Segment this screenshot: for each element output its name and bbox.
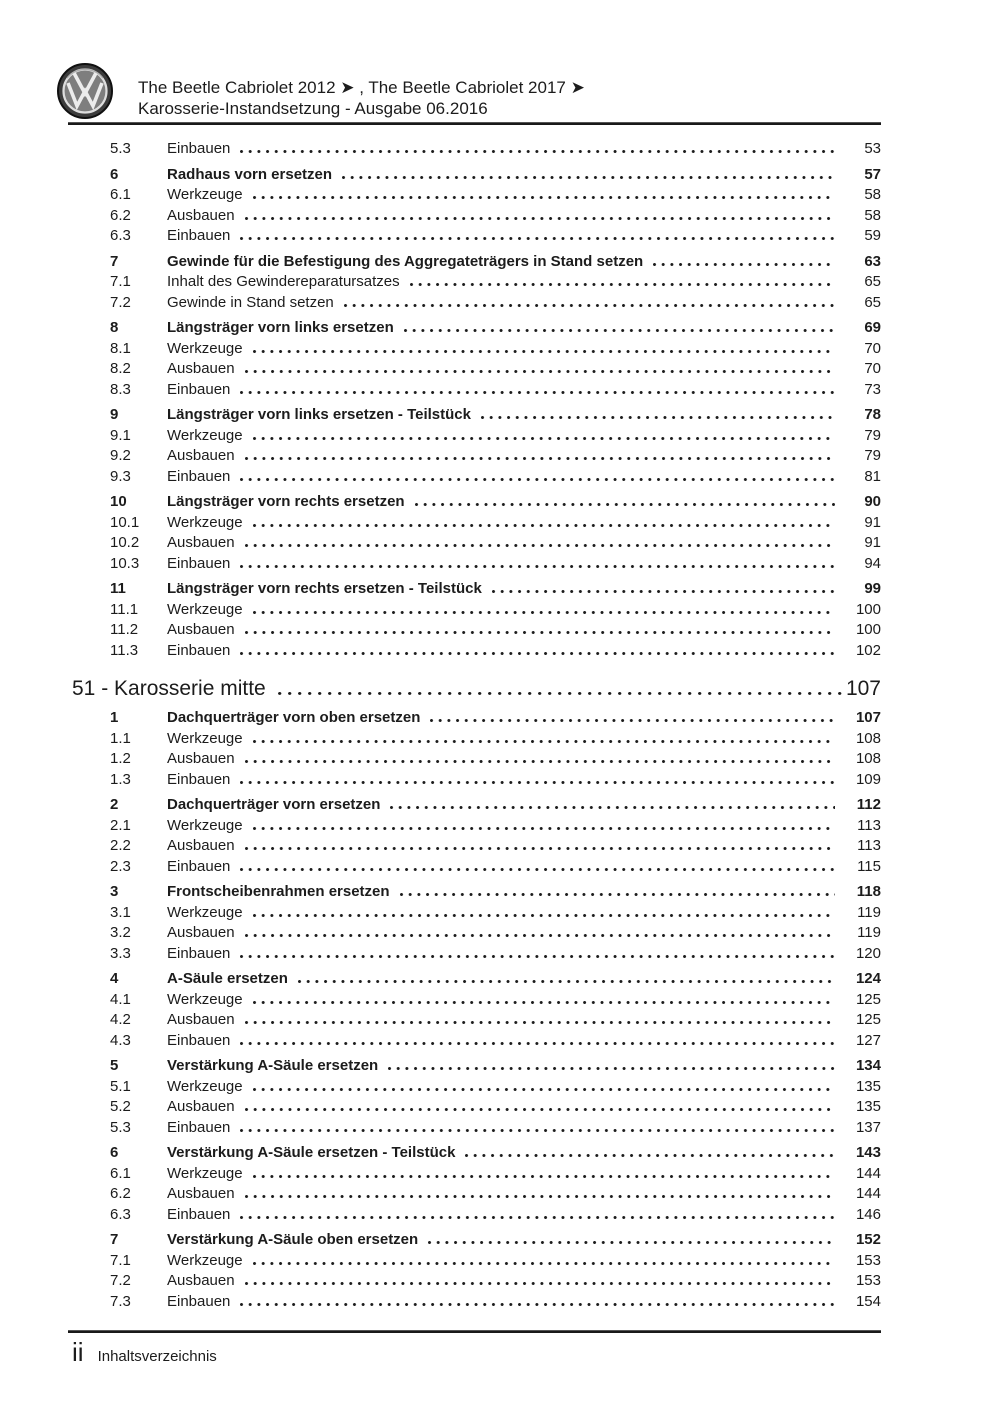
- toc-entry-page: 118: [856, 883, 881, 900]
- toc-entry-number: 5.3: [110, 140, 131, 157]
- toc-entry-page: 135: [855, 1077, 881, 1095]
- toc-entry-page: 125: [855, 990, 881, 1008]
- toc-entry-page: 152: [855, 1231, 881, 1248]
- toc-entry: [72, 858, 881, 879]
- toc-entry-page: 143: [855, 1144, 881, 1161]
- toc-entry-number: 7.1: [110, 273, 131, 290]
- toc-entry-number: 7: [110, 252, 119, 270]
- toc-entry-number: 10.2: [110, 534, 140, 551]
- toc-entry-number: 8.1: [110, 339, 131, 357]
- toc-entry: [72, 1293, 881, 1314]
- toc-entry: [72, 1252, 881, 1273]
- toc-entry-page: 107: [855, 709, 881, 726]
- toc-entry-page: 78: [864, 406, 881, 423]
- toc-entry-title: Ausbauen: [167, 924, 235, 941]
- toc-entry-number: 4.2: [110, 1011, 131, 1028]
- toc-entry: [72, 730, 881, 751]
- toc-entry: [72, 186, 881, 207]
- toc-entry-number: 5.1: [110, 1077, 131, 1095]
- document-footer: [72, 1338, 217, 1366]
- toc-entry-title: Einbauen: [167, 554, 231, 572]
- toc-entry: [72, 319, 881, 340]
- toc-entry-title: Verstärkung A-Säule ersetzen: [167, 1057, 379, 1074]
- toc-entry-number: 10.1: [110, 513, 140, 531]
- toc-entry-page: 100: [855, 600, 881, 618]
- toc-entry: [72, 883, 881, 904]
- toc-entry-page: 79: [864, 447, 881, 464]
- toc-entry-page: 100: [855, 621, 881, 638]
- toc-entry: [72, 1098, 881, 1119]
- toc-entry-page: 65: [864, 293, 881, 311]
- toc-entry-page: 59: [864, 227, 881, 244]
- toc-entry-number: 7.2: [110, 1272, 131, 1289]
- toc-entry-number: 2.1: [110, 816, 131, 834]
- toc-entry-title: Verstärkung A-Säule oben ersetzen: [167, 1231, 419, 1248]
- toc-entry-title: Einbauen: [167, 770, 231, 788]
- toc-entry-page: 65: [864, 273, 881, 290]
- toc-entry-title: Ausbauen: [167, 534, 235, 551]
- toc-entry: [72, 796, 881, 817]
- toc-entry-number: 3.2: [110, 924, 131, 941]
- toc-entry-page: 153: [855, 1251, 881, 1269]
- toc-entry: [72, 468, 881, 489]
- toc-entry: [72, 140, 881, 161]
- toc-entry-number: 6: [110, 1144, 119, 1161]
- toc-entry-page: 69: [864, 319, 881, 336]
- toc-entry-page: 102: [855, 641, 881, 659]
- toc-entry-page: 73: [864, 380, 881, 398]
- toc-entry-page: 57: [864, 165, 881, 183]
- header-divider: [68, 122, 881, 125]
- toc-entry-page: 125: [855, 1011, 881, 1028]
- toc-entry-title: Werkzeuge: [167, 186, 243, 203]
- toc-entry-number: 6.1: [110, 1164, 131, 1182]
- toc-entry-title: Radhaus vorn ersetzen: [167, 165, 333, 183]
- toc-entry-page: 70: [864, 360, 881, 377]
- toc-entry: [72, 493, 881, 514]
- toc-entry: [72, 534, 881, 555]
- toc-entry: [72, 427, 881, 448]
- toc-entry-page: 112: [856, 796, 881, 813]
- toc-entry-page: 124: [855, 970, 881, 987]
- toc-entry-title: Längsträger vorn rechts ersetzen - Teilstück: [167, 580, 482, 597]
- toc-entry-number: 11: [110, 580, 126, 597]
- toc-entry-title: Werkzeuge: [167, 426, 243, 444]
- toc-entry-number: 4: [110, 970, 119, 987]
- toc-entry: [72, 991, 881, 1012]
- toc-entry: [72, 970, 881, 991]
- toc-entry-title: Werkzeuge: [167, 1164, 243, 1182]
- toc-entry-title: Ausbauen: [167, 1185, 235, 1202]
- toc-entry-title: Ausbauen: [167, 1011, 235, 1028]
- toc-entry-number: 1.1: [110, 729, 131, 747]
- toc-entry-title: Einbauen: [167, 641, 231, 659]
- toc-entry: [72, 447, 881, 468]
- toc-entry-page: 153: [855, 1272, 881, 1289]
- toc-entry: [72, 945, 881, 966]
- toc-entry: [72, 381, 881, 402]
- toc-entry-title: Einbauen: [167, 1118, 231, 1136]
- toc-entry-page: 137: [855, 1118, 881, 1136]
- toc-entry-title: Werkzeuge: [167, 339, 243, 357]
- toc-chapter-heading: [72, 675, 881, 703]
- toc-entry: [72, 580, 881, 601]
- toc-entry-title: Einbauen: [167, 1205, 231, 1223]
- toc-entry-number: 10.3: [110, 554, 140, 572]
- toc-entry-page: 108: [855, 729, 881, 747]
- toc-entry-title: A-Säule ersetzen: [167, 970, 288, 987]
- toc-entry: [72, 1185, 881, 1206]
- toc-entry: [72, 360, 881, 381]
- header-manual-title: Karosserie-Instandsetzung - Ausgabe 06.2016: [138, 99, 488, 118]
- toc-entry-number: 6.2: [110, 206, 131, 224]
- toc-entry-page: 144: [855, 1164, 881, 1182]
- toc-entry-number: 2: [110, 796, 119, 813]
- toc-entry-title: Gewinde für die Befestigung des Aggregateträgers in Stand setzen: [167, 252, 644, 270]
- toc-entry: [72, 1272, 881, 1293]
- toc-entry: [72, 340, 881, 361]
- toc-entry-page: 113: [857, 837, 881, 854]
- vw-logo-icon: [57, 63, 113, 119]
- toc-entry-number: 8.3: [110, 380, 131, 398]
- toc-entry-number: 8.2: [110, 360, 131, 377]
- toc-entry-title: Einbauen: [167, 1031, 231, 1049]
- toc-entry-number: 4.1: [110, 990, 131, 1008]
- toc-entry-page: 115: [857, 857, 881, 875]
- toc-entry-title: Ausbauen: [167, 621, 235, 638]
- toc-entry-title: Dachquerträger vorn oben ersetzen: [167, 709, 421, 726]
- toc-entry-title: Einbauen: [167, 857, 231, 875]
- toc-entry-page: 53: [864, 140, 881, 157]
- toc-entry-number: 5.3: [110, 1118, 131, 1136]
- toc-entry-title: Ausbauen: [167, 837, 235, 854]
- toc-entry-title: Ausbauen: [167, 360, 235, 377]
- toc-entry-title: Längsträger vorn links ersetzen - Teilstück: [167, 406, 471, 423]
- toc-entry-title: Werkzeuge: [167, 903, 243, 921]
- toc-entry-title: Werkzeuge: [167, 600, 243, 618]
- toc-entry-number: 1.3: [110, 770, 131, 788]
- toc-entry-page: 144: [855, 1185, 881, 1202]
- toc-entry: [72, 1011, 881, 1032]
- toc-entry-page: 58: [864, 186, 881, 203]
- toc-entry-title: Werkzeuge: [167, 816, 243, 834]
- toc-entry-page: 146: [855, 1205, 881, 1223]
- toc-entry-number: 2.3: [110, 857, 131, 875]
- toc-entry: [72, 253, 881, 274]
- toc-entry-page: 91: [864, 534, 881, 551]
- toc-entry: [72, 601, 881, 622]
- toc-entry-page: 120: [855, 944, 881, 962]
- toc-entry-title: Längsträger vorn links ersetzen: [167, 319, 394, 336]
- toc-entry-page: 58: [864, 206, 881, 224]
- toc-entry-title: Einbauen: [167, 944, 231, 962]
- toc-entry-title: Verstärkung A-Säule ersetzen - Teilstück: [167, 1144, 456, 1161]
- toc-entry-title: Längsträger vorn rechts ersetzen: [167, 493, 405, 510]
- toc-entry: [72, 1165, 881, 1186]
- toc-entry-page: 91: [864, 513, 881, 531]
- toc-entry-number: 6.1: [110, 186, 131, 203]
- toc-chapter-page: 107: [845, 677, 881, 700]
- toc-entry-page: 135: [855, 1098, 881, 1115]
- toc-entry-number: 5.2: [110, 1098, 131, 1115]
- toc-entry: [72, 642, 881, 663]
- toc-entry-number: 1.2: [110, 750, 131, 767]
- header-model-line: The Beetle Cabriolet 2012 ➤ , The Beetle Cabriolet 2017 ➤: [138, 78, 585, 97]
- toc-entry: [72, 1078, 881, 1099]
- toc-entry: [72, 294, 881, 315]
- footer-divider: [68, 1330, 881, 1333]
- toc-entry: [72, 1231, 881, 1252]
- toc-entry-number: 1: [110, 709, 119, 726]
- toc-entry-title: Ausbauen: [167, 1098, 235, 1115]
- toc-entry-title: Werkzeuge: [167, 1077, 243, 1095]
- toc-entry-title: Werkzeuge: [167, 513, 243, 531]
- toc-entry-page: 134: [855, 1057, 881, 1074]
- toc-entry-page: 113: [857, 816, 881, 834]
- toc-entry-number: 7.3: [110, 1292, 131, 1310]
- toc-chapter-title: 51 - Karosserie mitte: [72, 677, 266, 700]
- toc-entry-title: Einbauen: [167, 1292, 231, 1310]
- toc-entry: [72, 750, 881, 771]
- toc-entry-number: 7.2: [110, 293, 131, 311]
- toc-entry-number: 9.2: [110, 447, 131, 464]
- toc-entry-number: 11.2: [110, 621, 139, 638]
- toc-entry-number: 11.1: [110, 600, 139, 618]
- toc-entry: [72, 817, 881, 838]
- toc-entry: [72, 514, 881, 535]
- toc-entry: [72, 273, 881, 294]
- toc-entry-page: 109: [855, 770, 881, 788]
- toc-entry-page: 70: [864, 339, 881, 357]
- toc-entry-title: Ausbauen: [167, 750, 235, 767]
- toc-entry: [72, 1206, 881, 1227]
- toc-entry: [72, 1032, 881, 1053]
- table-of-contents: [72, 140, 881, 1313]
- toc-entry-title: Inhalt des Gewindereparatursatzes: [167, 273, 400, 290]
- toc-entry-title: Einbauen: [167, 467, 231, 485]
- toc-entry-title: Ausbauen: [167, 206, 235, 224]
- toc-entry: [72, 555, 881, 576]
- toc-entry: [72, 924, 881, 945]
- toc-entry-title: Frontscheibenrahmen ersetzen: [167, 883, 390, 900]
- toc-entry-number: 11.3: [110, 641, 139, 659]
- toc-entry-number: 10: [110, 493, 127, 510]
- toc-entry-number: 3: [110, 883, 119, 900]
- toc-entry-page: 99: [864, 580, 881, 597]
- toc-entry: [72, 621, 881, 642]
- toc-entry: [72, 904, 881, 925]
- toc-entry-number: 9.3: [110, 467, 131, 485]
- toc-entry: [72, 227, 881, 248]
- header-text-block: [138, 77, 585, 119]
- toc-entry-number: 3.1: [110, 903, 131, 921]
- toc-entry-number: 6: [110, 165, 119, 183]
- toc-entry: [72, 771, 881, 792]
- toc-entry-page: 119: [857, 924, 881, 941]
- toc-entry-title: Einbauen: [167, 227, 231, 244]
- toc-entry-number: 2.2: [110, 837, 131, 854]
- toc-entry: [72, 1057, 881, 1078]
- toc-entry: [72, 709, 881, 730]
- toc-entry-page: 127: [855, 1031, 881, 1049]
- toc-entry: [72, 1144, 881, 1165]
- page-number: ii: [72, 1337, 84, 1367]
- toc-entry-title: Ausbauen: [167, 1272, 235, 1289]
- toc-entry-number: 6.3: [110, 227, 131, 244]
- toc-entry-number: 9: [110, 406, 119, 423]
- toc-entry-number: 7: [110, 1231, 119, 1248]
- toc-entry-number: 4.3: [110, 1031, 131, 1049]
- toc-entry-page: 90: [864, 493, 881, 510]
- toc-entry-page: 79: [864, 426, 881, 444]
- toc-entry: [72, 406, 881, 427]
- toc-entry-title: Gewinde in Stand setzen: [167, 293, 334, 311]
- toc-entry-title: Ausbauen: [167, 447, 235, 464]
- toc-entry-number: 5: [110, 1057, 119, 1074]
- toc-entry-page: 154: [855, 1292, 881, 1310]
- toc-entry-number: 6.3: [110, 1205, 131, 1223]
- toc-entry: [72, 207, 881, 228]
- toc-entry-number: 8: [110, 319, 119, 336]
- toc-entry-number: 7.1: [110, 1251, 131, 1269]
- toc-entry-title: Werkzeuge: [167, 990, 243, 1008]
- toc-entry-page: 108: [855, 750, 881, 767]
- toc-entry-title: Einbauen: [167, 380, 231, 398]
- toc-entry-page: 81: [864, 467, 881, 485]
- toc-entry-title: Dachquerträger vorn ersetzen: [167, 796, 381, 813]
- toc-entry-number: 3.3: [110, 944, 131, 962]
- toc-entry-page: 94: [864, 554, 881, 572]
- toc-entry: [72, 1119, 881, 1140]
- toc-entry-title: Einbauen: [167, 140, 231, 157]
- toc-entry-title: Werkzeuge: [167, 729, 243, 747]
- toc-entry-page: 63: [864, 252, 881, 270]
- document-header: [57, 63, 585, 119]
- footer-section-title: Inhaltsverzeichnis: [97, 1348, 217, 1365]
- toc-entry: [72, 837, 881, 858]
- toc-entry-title: Werkzeuge: [167, 1251, 243, 1269]
- toc-entry-number: 9.1: [110, 426, 131, 444]
- toc-entry: [72, 166, 881, 187]
- toc-entry-page: 119: [857, 903, 881, 921]
- toc-entry-number: 6.2: [110, 1185, 131, 1202]
